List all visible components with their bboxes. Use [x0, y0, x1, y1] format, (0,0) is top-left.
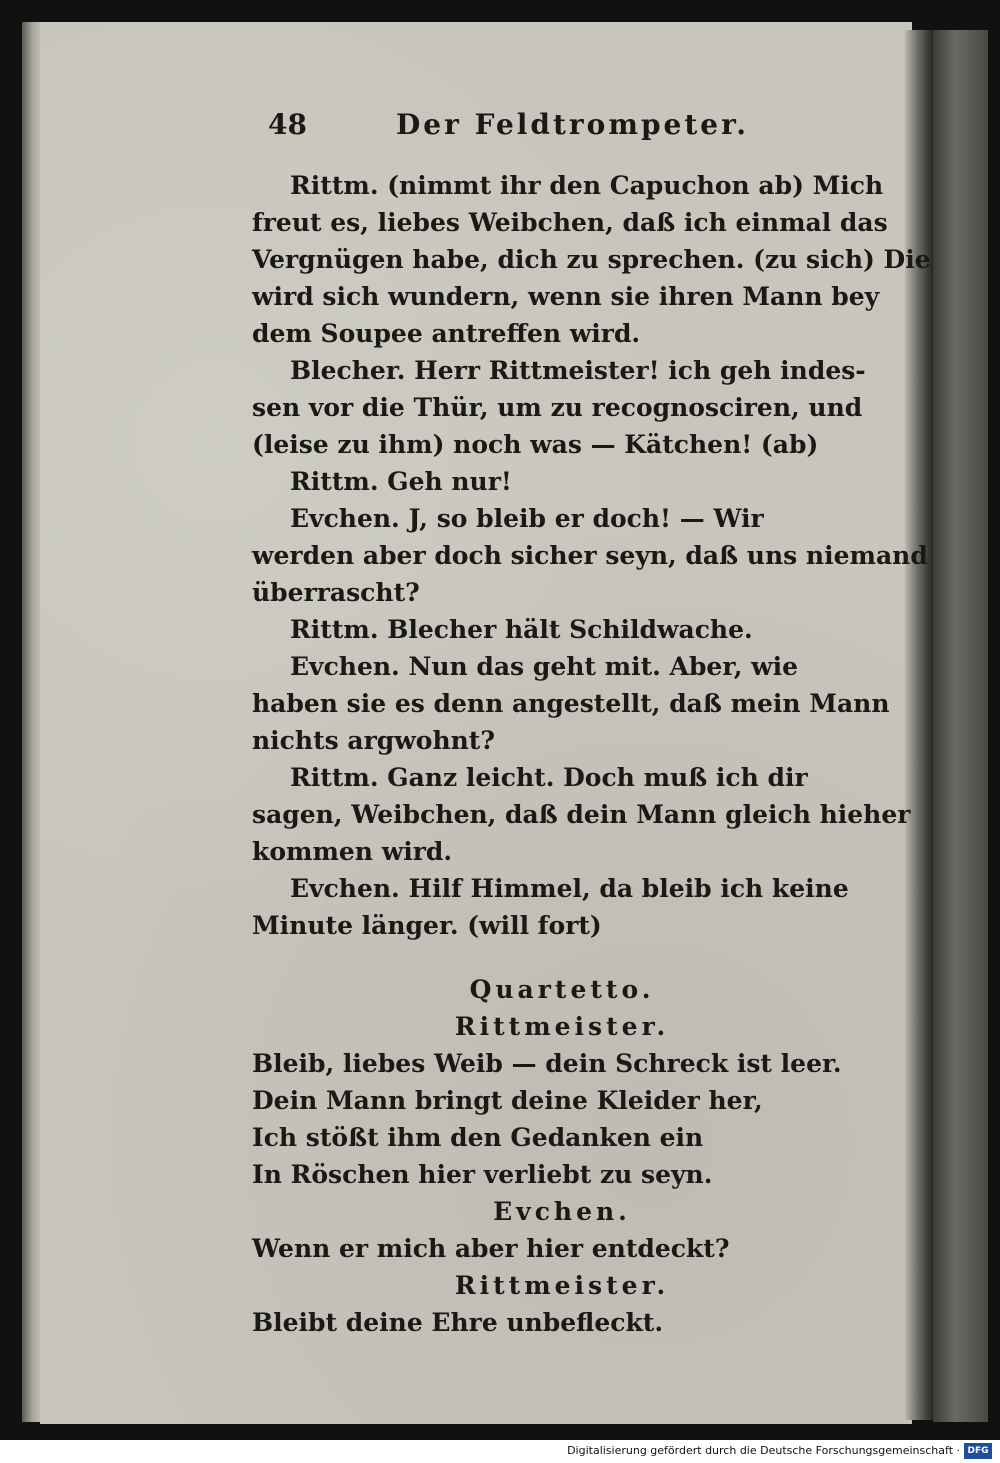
verse-line: Ich stößt ihm den Gedanken ein — [252, 1123, 704, 1152]
text-line: überrascht? — [252, 578, 420, 607]
text-line: Rittm. Ganz leicht. Doch muß ich dir — [290, 763, 808, 792]
verse-line: Bleibt deine Ehre unbefleckt. — [252, 1308, 664, 1337]
text-line: Rittm. (nimmt ihr den Capuchon ab) Mich — [290, 171, 884, 200]
text-line: kommen wird. — [252, 837, 453, 866]
text-line: nichts argwohnt? — [252, 726, 495, 755]
text-line: sen vor die Thür, um zu recognosciren, und — [252, 393, 863, 422]
speaker-label: Rittmeister. — [454, 1271, 670, 1300]
page-header — [268, 108, 868, 148]
dfg-logo: DFG — [964, 1443, 992, 1459]
text-line: freut es, liebes Weibchen, daß ich einmal das — [252, 208, 888, 237]
speaker-label: Evchen. — [493, 1197, 631, 1226]
text-line: Blecher. Herr Rittmeister! ich geh indes- — [290, 356, 866, 385]
text-line: Rittm. Geh nur! — [290, 467, 512, 496]
text-line: Minute länger. (will fort) — [252, 911, 602, 940]
text-line: dem Soupee antreffen wird. — [252, 319, 641, 348]
text-line: werden aber doch sicher seyn, daß uns niemand — [252, 541, 928, 570]
text-line: haben sie es denn angestellt, daß mein Mann — [252, 689, 890, 718]
text-line: Evchen. Nun das geht mit. Aber, wie — [290, 652, 799, 681]
adjacent-page-edge — [933, 30, 988, 1422]
gutter-shadow — [905, 30, 933, 1420]
text-line: wird sich wundern, wenn sie ihren Mann bey — [252, 282, 880, 311]
verse-line: Dein Mann bringt deine Kleider her, — [252, 1086, 763, 1115]
section-title: Quartetto. — [469, 975, 655, 1004]
text-line: Evchen. Hilf Himmel, da bleib ich keine — [290, 874, 849, 903]
running-title: Der Feldtrompeter. — [396, 108, 750, 141]
footer-credit: Digitalisierung gefördert durch die Deutsche Forschungsgemeinschaft · — [567, 1444, 960, 1457]
speaker-label: Rittmeister. — [454, 1012, 670, 1041]
text-line: Rittm. Blecher hält Schildwache. — [290, 615, 753, 644]
page-edge — [22, 22, 40, 1422]
verse-line: Bleib, liebes Weib — dein Schreck ist leer. — [252, 1049, 842, 1078]
verse-line: In Röschen hier verliebt zu seyn. — [252, 1160, 713, 1189]
text-line: Evchen. J, so bleib er doch! — Wir — [290, 504, 764, 533]
verse-line: Wenn er mich aber hier entdeckt? — [252, 1234, 730, 1263]
text-line: (leise zu ihm) noch was — Kätchen! (ab) — [252, 430, 819, 459]
page-number: 48 — [268, 108, 307, 141]
footer-bar — [0, 1440, 1000, 1463]
text-line: Vergnügen habe, dich zu sprechen. (zu sich) Die — [252, 245, 931, 274]
text-line: sagen, Weibchen, daß dein Mann gleich hieher — [252, 800, 911, 829]
